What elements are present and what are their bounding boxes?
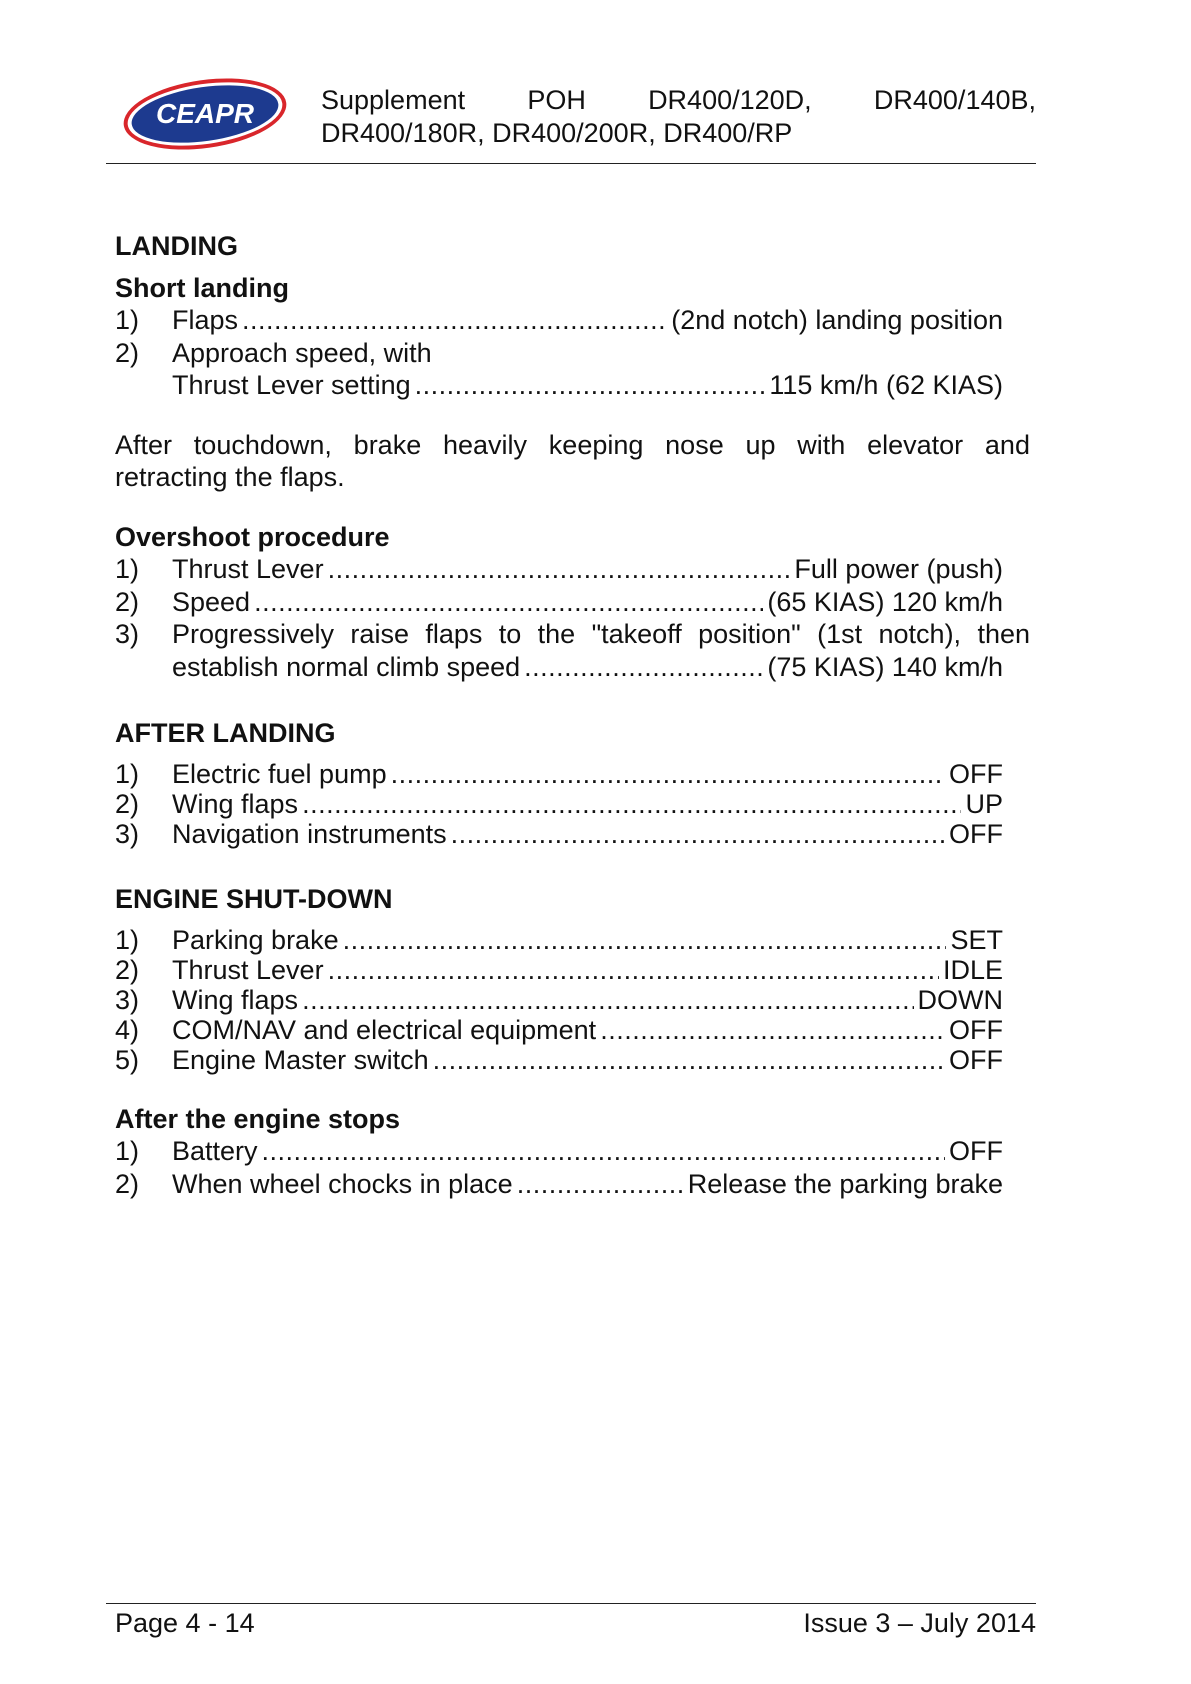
item-number: 3) [115,619,140,649]
leader-dots [302,789,961,819]
checklist-row [115,1135,1030,1168]
item-value: UP [965,789,1003,819]
leader-dots [451,819,945,849]
paragraph-text: After touchdown, brake heavily keeping nose up with elevator and [115,429,1030,460]
checklist-row [115,985,1030,1015]
leader-dots [391,759,945,789]
leader-dots [242,304,667,337]
ceapr-logo [120,76,290,152]
item-value: SET [950,925,1003,955]
item-value: DOWN [917,985,1003,1015]
item-number: 1) [115,554,140,584]
page-content [115,230,1030,1200]
leader-dots [600,1015,945,1045]
item-label: Engine Master switch [172,1045,429,1075]
header-title-line1 [321,84,1036,117]
item-number: 2) [115,1168,140,1199]
subsection-title-overshoot: Overshoot procedure [115,522,390,552]
item-number: 3) [115,985,140,1015]
item-number: 1) [115,759,140,789]
checklist-row [115,955,1030,985]
item-label: Battery [172,1136,258,1166]
item-label: Thrust Lever [172,955,324,985]
header-divider [106,163,1036,164]
item-value: IDLE [942,955,1003,985]
item-value: OFF [949,1136,1003,1166]
page-header [106,76,1036,164]
leader-dots [302,985,913,1015]
item-number: 3) [115,819,140,849]
checklist-row [115,304,1030,337]
item-number: 2) [115,586,140,617]
item-value: OFF [949,1015,1003,1045]
header-title-line2: DR400/180R, DR400/200R, DR400/RP [321,118,793,148]
paragraph-line [115,430,1030,461]
item-number: 1) [115,1136,140,1166]
item-value: (75 KIAS) 140 km/h [767,651,1003,682]
item-label: Approach speed, with [172,337,432,368]
item-label: Parking brake [172,925,339,955]
subsection-title-short-landing: Short landing [115,273,289,303]
svg-text:CEAPR: CEAPR [155,98,255,129]
checklist-row [115,1168,1030,1201]
paragraph-text: retracting the flaps. [115,461,345,492]
issue-date: Issue 3 – July 2014 [803,1608,1036,1638]
header-word: DR400/140B, [873,85,1036,115]
leader-dots [262,1135,945,1168]
item-value: (65 KIAS) 120 km/h [767,586,1003,617]
item-label: COM/NAV and electrical equipment [172,1015,597,1045]
checklist-row [115,789,1030,819]
item-label: Flaps [172,305,239,335]
item-number: 4) [115,1015,140,1045]
leader-dots [328,955,939,985]
checklist-row [115,553,1030,586]
checklist-row [115,1045,1030,1075]
item-value: OFF [949,819,1003,849]
section-title-after-landing: AFTER LANDING [115,718,336,748]
item-label: Navigation instruments [172,819,447,849]
item-label: Thrust Lever [172,554,324,584]
item-number: 2) [115,955,140,985]
item-number: 2) [115,337,140,368]
checklist-row [115,586,1030,619]
leader-dots [524,651,763,684]
header-word: POH [527,85,586,115]
item-value: (2nd notch) landing position [671,305,1003,335]
leader-dots [328,553,791,586]
item-label: Wing flaps [172,985,299,1015]
item-label: establish normal climb speed [172,651,521,682]
item-number: 1) [115,305,140,335]
leader-dots [343,925,947,955]
checklist-row [115,337,1030,370]
item-label: Speed [172,586,251,617]
item-label: Progressively raise flaps to the "takeoff position" (1st notch), then [172,619,1030,649]
footer-divider [106,1603,1036,1604]
leader-dots [433,1045,945,1075]
checklist-row-continuation [115,369,1030,402]
leader-dots [415,369,766,402]
page-number: Page 4 - 14 [115,1608,255,1638]
section-title-engine-shutdown: ENGINE SHUT-DOWN [115,884,393,914]
item-value: Full power (push) [794,554,1003,584]
header-word: DR400/120D, [648,85,812,115]
item-value: OFF [949,1045,1003,1075]
checklist-row [115,759,1030,789]
subsection-title-after-engine-stops: After the engine stops [115,1104,401,1134]
section-title-landing: LANDING [115,231,238,261]
item-value: Release the parking brake [687,1168,1003,1199]
item-value: 115 km/h (62 KIAS) [769,370,1003,400]
checklist-row-continuation [115,651,1030,684]
item-label: When wheel chocks in place [172,1168,513,1199]
checklist-row [115,618,1030,651]
checklist-row [115,819,1030,849]
item-number: 5) [115,1045,140,1075]
header-title [321,84,1036,150]
item-label: Wing flaps [172,789,299,819]
leader-dots [517,1168,684,1201]
item-number: 2) [115,789,140,819]
leader-dots [254,586,763,619]
checklist-row [115,1015,1030,1045]
item-label: Thrust Lever setting [172,370,411,400]
checklist-row [115,925,1030,955]
item-label: Electric fuel pump [172,759,387,789]
item-value: OFF [949,759,1003,789]
item-number: 1) [115,925,140,955]
header-word: Supplement [321,85,466,115]
